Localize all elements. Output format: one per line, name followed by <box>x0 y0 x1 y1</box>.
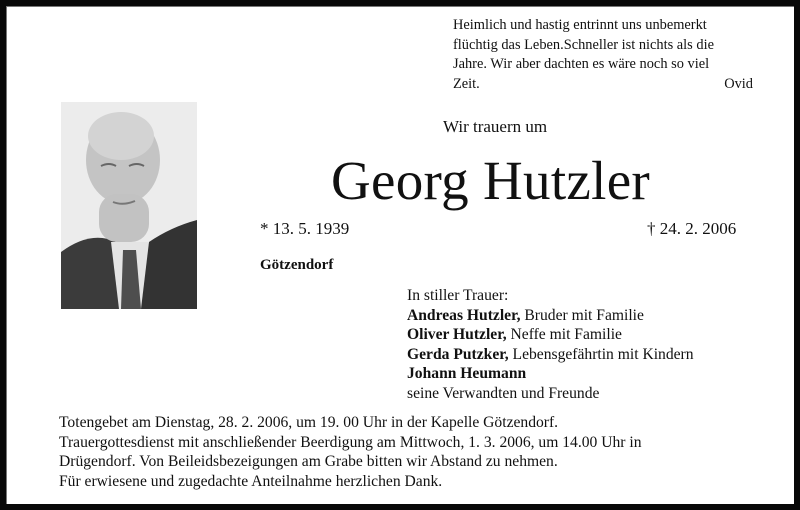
footer-line: Totengebet am Dienstag, 28. 2. 2006, um 19. 00 Uhr in der Kapelle Götzendorf. <box>59 414 559 431</box>
mourners-list <box>407 286 694 404</box>
hometown: Götzendorf <box>260 257 334 273</box>
mourner-name: Gerda Putzker, <box>407 345 509 363</box>
quote-line: Heimlich und hastig entrinnt uns unbemerkt <box>453 17 707 33</box>
birth-date: * 13. 5. 1939 <box>260 219 350 238</box>
intro-text: Wir trauern um <box>443 117 548 136</box>
mourner-relation: Lebensgefährtin mit Kindern <box>508 345 694 363</box>
footer-line: Trauergottesdienst mit anschließender Beerdigung am Mittwoch, 1. 3. 2006, um 14.00 Uhr in <box>59 433 642 451</box>
footer-line: Drügendorf. Von Beileidsbezeigungen am Grabe bitten wir Abstand zu nehmen. <box>59 453 558 471</box>
mourner-entry <box>407 306 694 326</box>
mourner-name: Oliver Hutzler, <box>407 326 507 344</box>
deceased-name: Georg Hutzler <box>331 150 651 211</box>
service-details <box>59 413 789 491</box>
mourners-closing: seine Verwandten und Freunde <box>407 384 600 402</box>
ovid-quote <box>453 16 753 94</box>
death-date: † 24. 2. 2006 <box>647 219 737 238</box>
quote-author: Ovid <box>724 75 753 92</box>
footer-line: Für erwiesene und zugedachte Anteilnahme herzlichen Dank. <box>59 472 443 490</box>
portrait-image <box>61 102 197 309</box>
quote-last-line <box>453 75 753 95</box>
mourners-heading: In stiller Trauer: <box>407 287 509 304</box>
mourner-name: Andreas Hutzler, <box>407 306 521 324</box>
portrait-photo <box>61 102 197 309</box>
mourner-relation: Bruder mit Familie <box>520 306 644 324</box>
mourner-entry <box>407 345 694 365</box>
mourner-relation: Neffe mit Familie <box>506 326 622 344</box>
mourner-entry <box>407 325 694 345</box>
mourner-entry <box>407 364 694 384</box>
quote-line: Zeit. <box>453 75 480 92</box>
quote-line: flüchtig das Leben.Schneller ist nichts als die <box>453 36 714 53</box>
quote-line: Jahre. Wir aber dachten es wäre noch so viel <box>453 56 710 72</box>
mourner-name: Johann Heumann <box>407 365 527 383</box>
obituary-card <box>6 6 794 504</box>
